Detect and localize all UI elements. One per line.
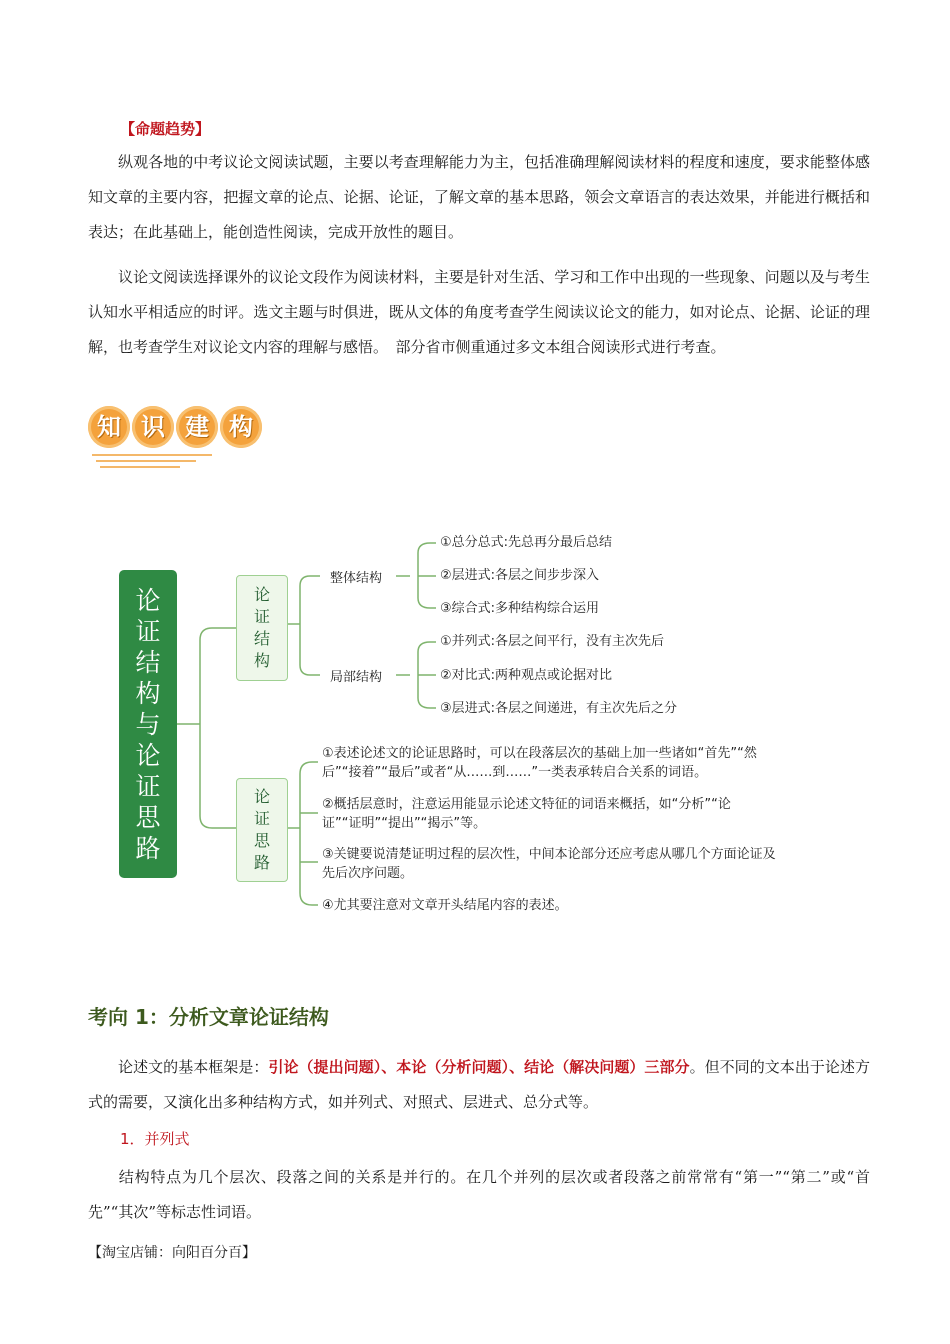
mindmap-sub-local: 局部结构 bbox=[330, 670, 383, 685]
mindmap-thought-leaf: ③关键要说清楚证明过程的层次性，中间本论部分还应考虑从哪几个方面论证及 先后次序问题。 bbox=[322, 847, 776, 881]
banner-char: 识 bbox=[132, 406, 174, 448]
box-char: 证 bbox=[253, 607, 270, 626]
mindmap-root bbox=[119, 570, 177, 878]
mindmap-thought-leaf: ①表述论述文的论证思路时，可以在段落层次的基础上加一些诸如“首先”“然 后”“接着”“最后”或者“从……到……”一类表承转启合关系的词语。 bbox=[322, 746, 757, 780]
paragraph-trend-2: 议论文阅读选择课外的议论文段作为阅读材料，主要是针对生活、学习和工作中出现的一些现象、问题以及与考生认知水平相适应的时评。选文主题与时俱进，既从文体的角度考查学生阅读议论文的能力，如对论点、论据、论证的理解，也考查学生对议论文内容的理解与感悟。 部分省市侧重通过多文本组合阅读形式进行考查。 bbox=[88, 268, 870, 356]
mindmap-leaf: ②对比式:两种观点或论据对比 bbox=[440, 668, 613, 683]
mindmap-leaf: ③层进式:各层之间递进，有主次先后之分 bbox=[440, 701, 678, 716]
box-char: 证 bbox=[253, 809, 270, 828]
paragraph-trend-1: 纵观各地的中考议论文阅读试题，主要以考查理解能力为主，包括准确理解阅读材料的程度和速度，要求能整体感知文章的主要内容，把握文章的论点、论据、论证，了解文章的基本思路，领会文章语言的表达效果，并能进行概括和表达；在此基础上，能创造性阅读，完成开放性的题目。 bbox=[88, 153, 870, 241]
root-char: 思 bbox=[135, 802, 161, 832]
framework-highlight: 引论（提出问题）、本论（分析问题）、结论（解决问题）三部分 bbox=[268, 1058, 690, 1076]
paragraph-framework: 论述文的基本框架是：引论（提出问题）、本论（分析问题）、结论（解决问题）三部分。但不同的文本出于论述方式的需要，又演化出多种结构方式，如并列式、对照式、层进式、总分式等。 bbox=[88, 1058, 870, 1111]
box-char: 构 bbox=[253, 651, 270, 670]
root-char: 结 bbox=[135, 647, 161, 677]
mindmap-sub-overall: 整体结构 bbox=[330, 571, 383, 586]
paragraph-parallel: 结构特点为几个层次、段落之间的关系是并行的。在几个并列的层次或者段落之前常常有“第一”“第二”或“首先”“其次”等标志性词语。 bbox=[88, 1168, 870, 1221]
footer-shop: 【淘宝店铺：向阳百分百】 bbox=[88, 1245, 256, 1261]
mindmap-leaf: ③综合式:多种结构综合运用 bbox=[440, 601, 600, 616]
box-char: 路 bbox=[253, 853, 270, 872]
section-heading: 考向 1：分析文章论证结构 bbox=[88, 1005, 329, 1029]
root-char: 证 bbox=[135, 771, 161, 801]
box-char: 结 bbox=[253, 629, 270, 648]
mindmap-box-structure bbox=[236, 575, 288, 681]
box-char: 思 bbox=[253, 831, 270, 850]
banner-char: 构 bbox=[220, 406, 262, 448]
mindmap-box-thought bbox=[236, 778, 288, 882]
root-char: 论 bbox=[135, 740, 161, 770]
root-char: 路 bbox=[135, 833, 161, 863]
mindmap-leaf: ①总分总式:先总再分最后总结 bbox=[440, 535, 613, 550]
banner-char: 知 bbox=[88, 406, 130, 448]
mindmap-thought-leaf: ②概括层意时，注意运用能显示论述文特征的词语来概括，如“分析”“论 证”“证明”“提出”“揭示”等。 bbox=[322, 797, 731, 831]
mindmap-leaf: ①并列式:各层之间平行，没有主次先后 bbox=[440, 634, 665, 649]
box-char: 论 bbox=[253, 787, 270, 806]
banner-char: 建 bbox=[176, 406, 218, 448]
section-label: 【命题趋势】 bbox=[120, 120, 211, 138]
root-char: 构 bbox=[135, 678, 161, 708]
box-char: 论 bbox=[253, 585, 270, 604]
root-char: 与 bbox=[135, 709, 161, 739]
root-char: 证 bbox=[135, 616, 161, 646]
mindmap-leaf: ②层进式:各层之间步步深入 bbox=[440, 568, 600, 583]
root-char: 论 bbox=[135, 585, 161, 615]
sub-heading: 1．并列式 bbox=[120, 1130, 190, 1148]
mindmap-thought-leaf: ④尤其要注意对文章开头结尾内容的表述。 bbox=[322, 898, 568, 913]
